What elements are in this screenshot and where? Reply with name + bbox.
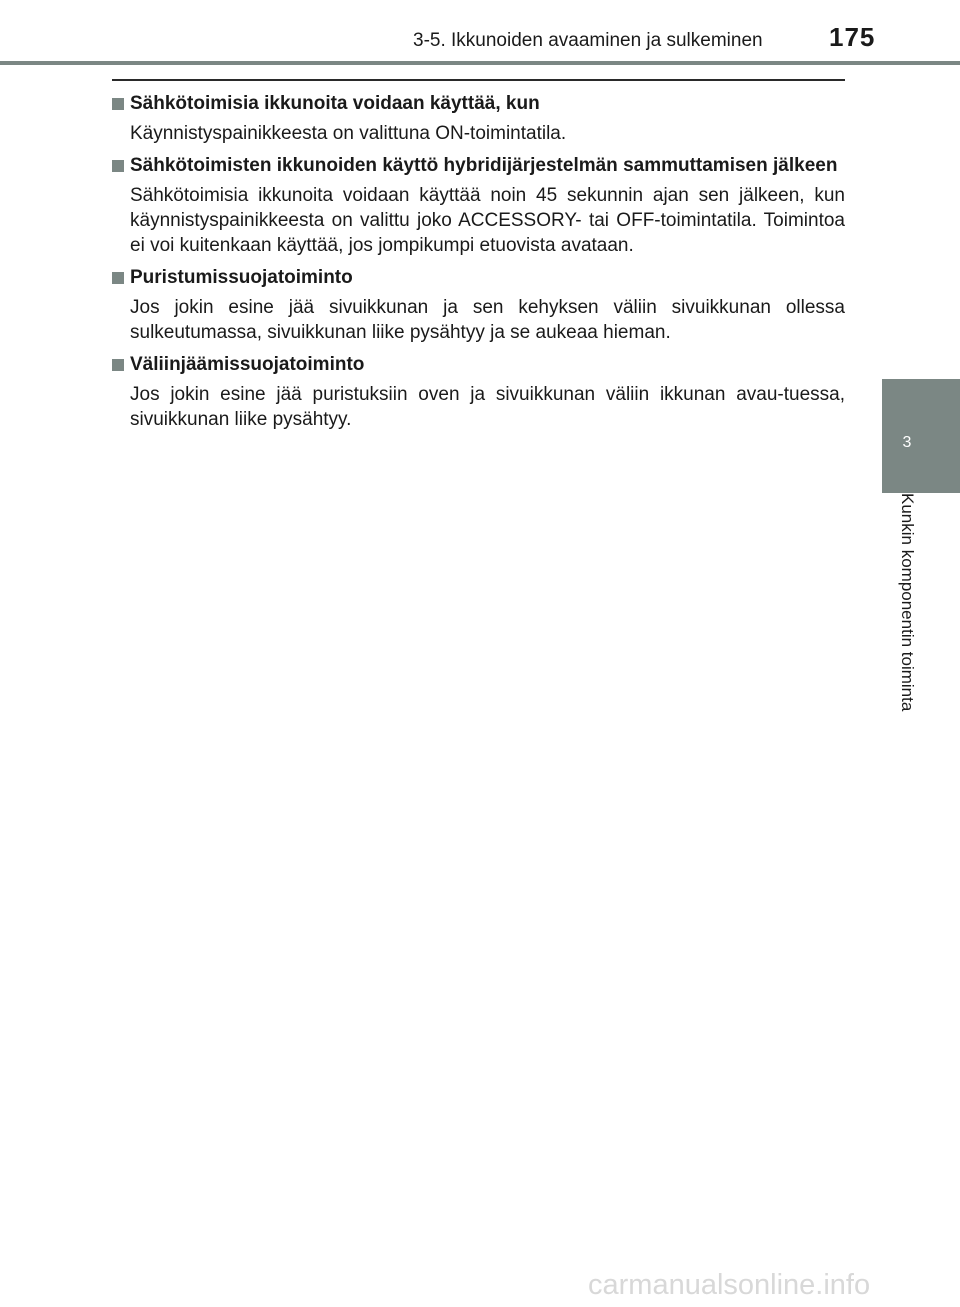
chapter-tab <box>882 379 960 493</box>
page-header <box>0 0 960 70</box>
list-item <box>112 154 845 258</box>
square-bullet-icon <box>112 160 124 172</box>
square-bullet-icon <box>112 272 124 284</box>
section-title: 3-5. Ikkunoiden avaaminen ja sulkeminen <box>413 30 763 51</box>
page-number: 175 <box>829 22 876 52</box>
item-body <box>112 183 845 258</box>
square-bullet-icon <box>112 98 124 110</box>
chapter-title-wrap <box>882 493 932 763</box>
item-paragraph: Sähkötoimisia ikkunoita voidaan käyttää noin 45 sekunnin ajan sen jälkeen, kun käynnistyspainikkeesta on valittu joko ACCESSORY- tai OFF-toimintatila. Toimintoa ei voi kuitenkaan käyttää, jos jompikumpi etuovista avataan. <box>130 185 845 256</box>
header-divider <box>0 61 960 65</box>
item-heading-text: Väliinjäämissuojatoiminto <box>130 354 365 375</box>
item-heading <box>112 154 845 178</box>
item-heading <box>112 266 845 290</box>
list-item <box>112 92 845 146</box>
item-body <box>112 382 845 432</box>
chapter-number: 3 <box>902 434 912 451</box>
item-body <box>112 295 845 345</box>
list-item <box>112 353 845 432</box>
square-bullet-icon <box>112 359 124 371</box>
item-heading <box>112 353 845 377</box>
item-heading-text: Sähkötoimisten ikkunoiden käyttö hybridijärjestelmän sammuttamisen jälkeen <box>130 155 838 176</box>
item-paragraph: Käynnistyspainikkeesta on valittuna ON-toimintatila. <box>130 123 567 144</box>
content-top-rule <box>112 79 845 81</box>
item-heading-text: Sähkötoimisia ikkunoita voidaan käyttää, kun <box>130 93 540 114</box>
item-paragraph: Jos jokin esine jää sivuikkunan ja sen kehyksen väliin sivuikkunan ollessa sulkeutumassa, sivuikkunan liike pysähtyy ja se aukeaa hieman. <box>130 297 845 343</box>
item-heading <box>112 92 845 116</box>
list-item <box>112 266 845 345</box>
item-body <box>112 121 845 146</box>
chapter-title: Kunkin komponentin toiminta <box>898 493 917 712</box>
watermark: carmanualsonline.info <box>588 1269 871 1301</box>
item-paragraph: Jos jokin esine jää puristuksiin oven ja sivuikkunan väliin ikkunan avau-tuessa, sivuikkunan liike pysähtyy. <box>130 384 845 430</box>
content-body <box>112 92 845 440</box>
item-heading-text: Puristumissuojatoiminto <box>130 267 353 288</box>
